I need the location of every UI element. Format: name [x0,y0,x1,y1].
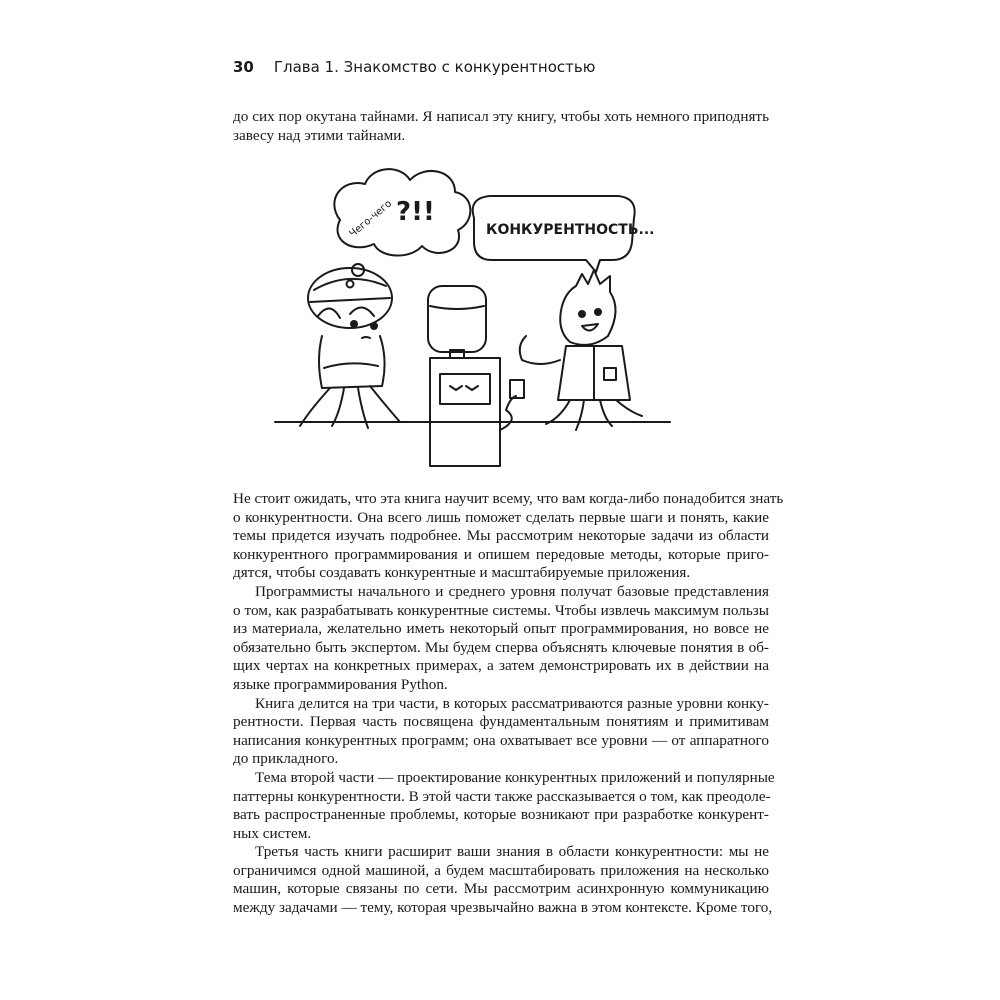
paragraph-body [233,490,784,918]
text-line: написания конкурентных программ; она охватывает все уровни — от аппаратного [233,731,769,749]
text-line: завесу над этими тайнами. [233,126,406,144]
text-line: Третья часть книги расширит ваши знания в области конкурентности: мы не [255,843,769,861]
text-line: языке программирования Python. [233,675,448,693]
text-line: Не стоит ожидать, что эта книга научит всему, что вам когда-либо понадобится знать [233,490,784,507]
text-line: Программисты начального и среднего уровня получат базовые представления [255,582,769,600]
text-line: ограничимся одной машиной, а будем масштабировать приложения на несколько [233,861,769,879]
text-line: ных систем. [233,824,312,842]
chapter-title: Глава 1. Знакомство с конкурентностью [273,58,596,76]
text-line: вать распространенные проблемы, которые возникают при разработке конкурент- [233,806,769,824]
text-line: конкурентного программирования и опишем передовые методы, которые приго- [233,545,769,563]
speech-bubble [473,196,655,272]
cartoon-illustration [270,160,680,470]
thought-marks: ?!! [396,197,435,227]
water-cooler [428,286,524,466]
text-line: Книга делится на три части, в которых рассматриваются разные уровни конку- [255,694,769,712]
text-line: до сих пор окутана тайнами. Я написал эту книгу, чтобы хоть немного приподнять [233,108,769,125]
text-line: темы придется изучать подробнее. Мы рассмотрим некоторые задачи из области [233,527,769,545]
thought-cloud [334,169,470,287]
text-line: рентности. Первая часть посвящена фундаментальным понятиям и примитивам [233,713,769,731]
paragraph-intro [233,108,769,145]
thought-text: Чего-чего [347,198,395,240]
text-line: машин, которые связаны по сети. Мы рассмотрим асинхронную коммуникацию [233,880,769,898]
page-number: 30 [233,58,254,76]
text-line: из материала, желательно иметь некоторый опыт программирования, но вовсе не [233,620,769,638]
text-line: о конкурентности. Она всего лишь поможет сделать первые шаги и понять, какие [233,508,769,526]
text-line: Тема второй части — проектирование конкурентных приложений и популярные [255,768,775,786]
text-line: дятся, чтобы создавать конкурентные и масштабируемые приложения. [233,564,691,582]
running-header [233,58,595,76]
text-line: о том, как разрабатывать конкурентные системы. Чтобы извлечь максимум пользы [233,601,769,619]
text-line: щих чертах на конкретных примерах, а затем демонстрировать их в действии на [233,657,769,675]
octopus-character-left [300,268,400,428]
text-line: до прикладного. [233,750,339,768]
person-character-right [520,270,642,430]
speech-text: КОНКУРЕНТНОСТЬ... [486,222,655,238]
text-line: обязательно быть экспертом. Мы будем сперва объяснять ключевые понятия в об- [233,638,769,656]
text-line: паттерны конкурентности. В этой части также рассказывается о том, как преодоле- [233,787,771,805]
text-line: между задачами — тему, которая чрезвычайно важна в этом контексте. Кроме того, [233,899,773,917]
